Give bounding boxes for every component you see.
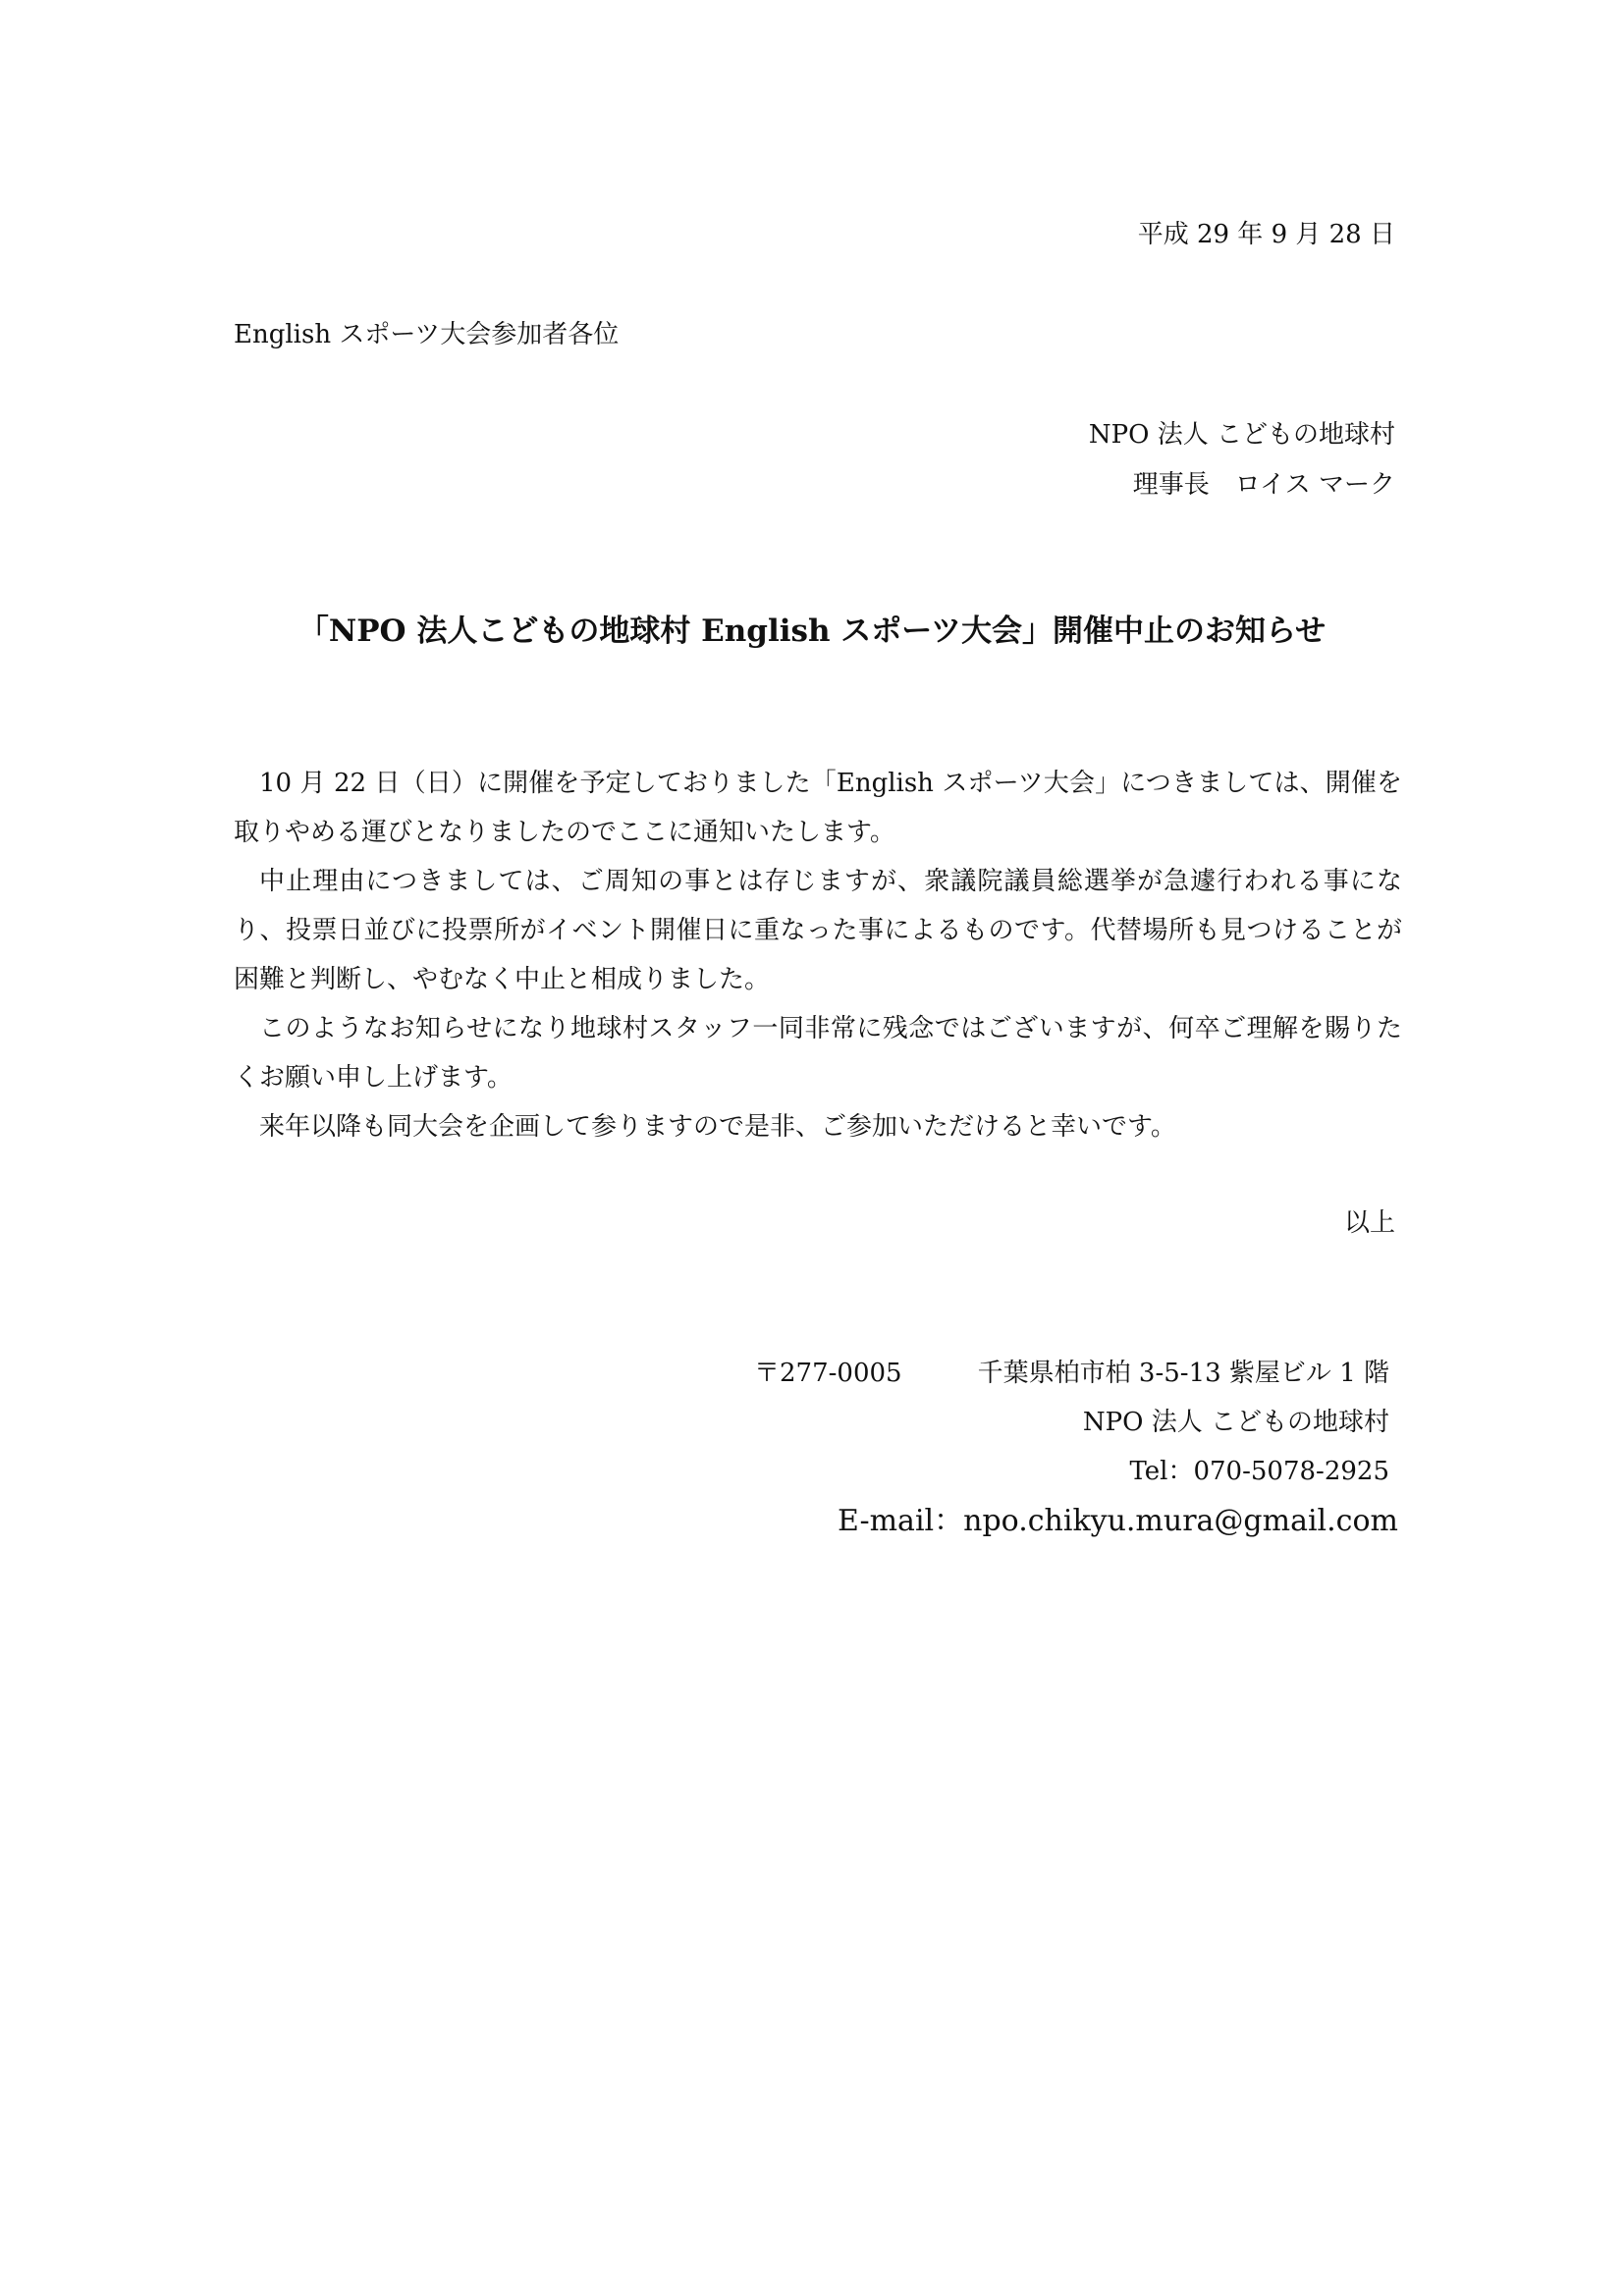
contact-organization: NPO 法人 こどもの地球村	[1082, 1408, 1389, 1437]
closing-word: 以上	[1343, 1208, 1395, 1238]
body-paragraph-4: 来年以降も同大会を企画して参りますので是非、ご参加いただけると幸いです。	[259, 1112, 1176, 1142]
sender-chairperson: 理事長 ロイス マーク	[1132, 470, 1395, 500]
contact-address: 千葉県柏市柏 3-5-13 紫屋ビル 1 階	[977, 1359, 1389, 1388]
postal-code: 〒277-0005	[754, 1359, 902, 1388]
notice-title: 「NPO 法人こどもの地球村 English スポーツ大会」開催中止のお知らせ	[298, 614, 1326, 649]
letter-date: 平成 29 年 9 月 28 日	[1137, 220, 1395, 249]
body-paragraph-2: 中止理由につきましては、ご周知の事とは存じますが、衆議院議員総選挙が急遽行われる事になり、投票日並びに投票所がイベント開催日に重なった事によるものです。代替場所も見つけることが困難と判断し、やむなく中止と相成りました。	[234, 867, 1402, 994]
body-paragraph-3: このようなお知らせになり地球村スタッフ一同非常に残念ではございますが、何卒ご理解を賜りたくお願い申し上げます。	[234, 1014, 1402, 1093]
recipient-line: English スポーツ大会参加者各位	[234, 320, 620, 349]
contact-phone: Tel：070-5078-2925	[1129, 1457, 1389, 1486]
sender-organization: NPO 法人 こどもの地球村	[1088, 420, 1395, 450]
contact-email[interactable]: E-mail：npo.chikyu.mura@gmail.com	[838, 1504, 1398, 1538]
letter-body	[234, 759, 1402, 1151]
body-paragraph-1: 10 月 22 日（日）に開催を予定しておりました「English スポーツ大会」につきましては、開催を取りやめる運びとなりましたのでここに通知いたします。	[234, 769, 1402, 847]
